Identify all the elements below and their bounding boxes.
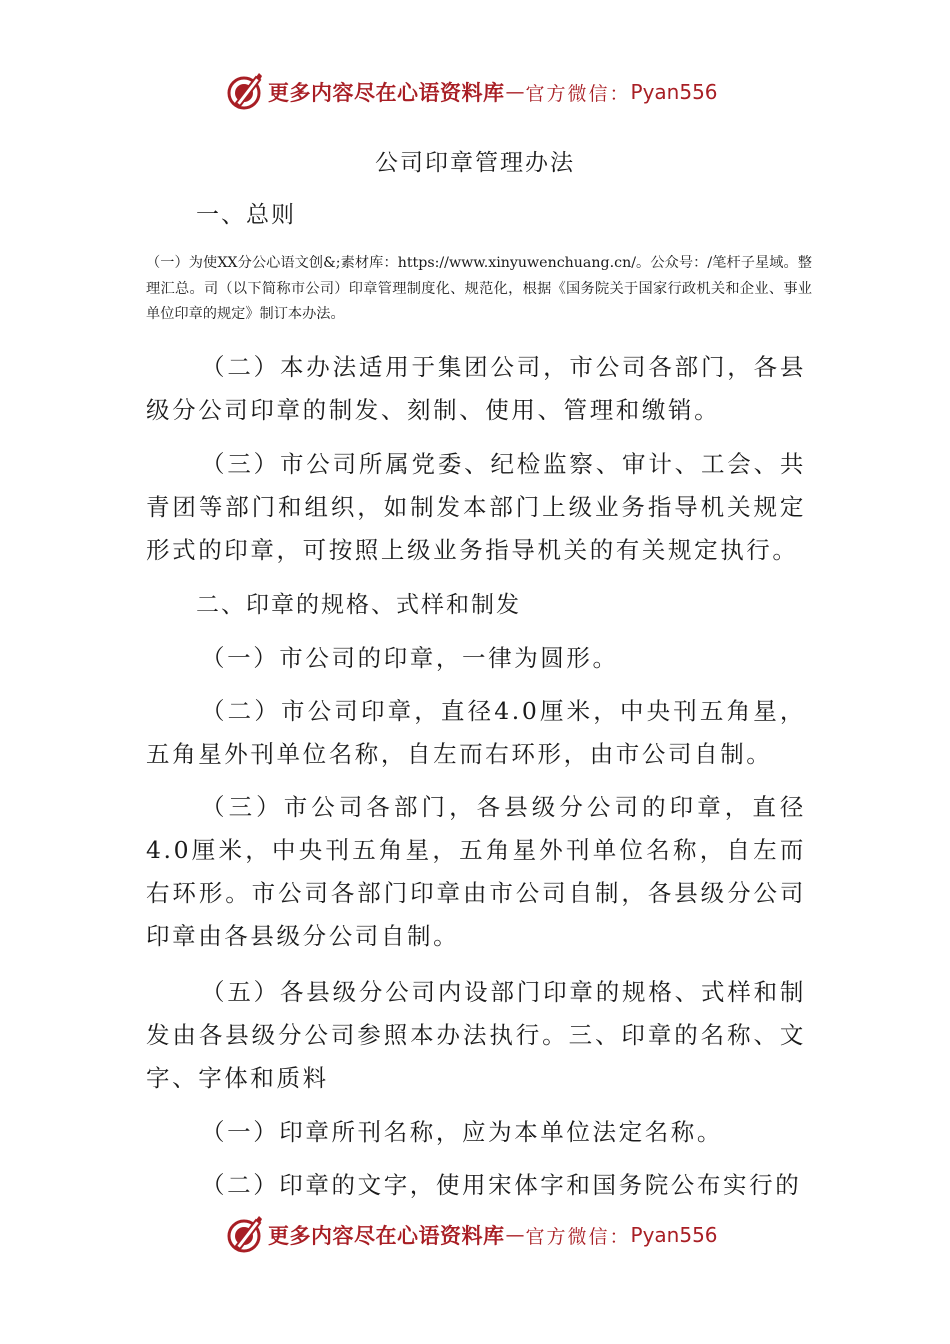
banner-wechat-id: Pyan556 [630, 1223, 718, 1247]
paragraph-3: （三）市公司所属党委、纪检监察、审计、工会、共青团等部门和组织，如制发本部门上级业务指导机关规定形式的印章，可按照上级业务指导机关的有关规定执行。 [146, 450, 806, 564]
section-heading-specs: 二、印章的规格、式样和制发 [196, 592, 521, 618]
footer-banner [0, 1210, 950, 1260]
section-heading-general: 一、总则 [196, 202, 296, 228]
banner-wechat-label: 官方微信： [525, 1225, 631, 1248]
paragraph-8: （一）印章所刊名称，应为本单位法定名称。 [201, 1118, 723, 1146]
document-title: 公司印章管理办法 [375, 150, 575, 176]
paragraph-4: （一）市公司的印章，一律为圆形。 [201, 644, 619, 672]
banner-wechat-label: 官方微信： [525, 82, 631, 105]
banner-dash: — [505, 1224, 525, 1246]
paragraph-6: （三）市公司各部门，各县级分公司的印章，直径4.0厘米，中央刊五角星，五角星外刊单位名称，自左而右环形。市公司各部门印章由市公司自制，各县级分公司印章由各县级分公司自制。 [146, 793, 806, 950]
banner-main-text: 更多内容尽在心语资料库 [268, 80, 505, 105]
paragraph-9: （二）印章的文字，使用宋体字和国务院公布实行的 [201, 1171, 802, 1199]
pen-circle-logo-icon [226, 1214, 264, 1256]
banner-main-text: 更多内容尽在心语资料库 [268, 1223, 505, 1248]
paragraph-7: （五）各县级分公司内设部门印章的规格、式样和制发由各县级分公司参照本办法执行。三、印章的名称、文字、字体和质料 [146, 978, 806, 1092]
paragraph-1: （一）为使XX分公心语文创&;素材库：https://www.xinyuwenchuang.cn/。公众号：/笔杆子星域。整理汇总。司（以下简称市公司）印章管理制度化、规范化，根据《国务院关于国家行政机关和企业、事业单位印章的规定》制订本办法。 [146, 255, 812, 322]
banner-wechat-id: Pyan556 [630, 80, 718, 104]
header-banner [0, 67, 950, 117]
banner-dash: — [505, 81, 525, 103]
paragraph-5: （二）市公司印章，直径4.0厘米，中央刊五角星，五角星外刊单位名称，自左而右环形，由市公司自制。 [146, 697, 806, 768]
pen-circle-logo-icon [226, 71, 264, 113]
paragraph-2: （二）本办法适用于集团公司，市公司各部门，各县级分公司印章的制发、刻制、使用、管理和缴销。 [146, 353, 806, 424]
